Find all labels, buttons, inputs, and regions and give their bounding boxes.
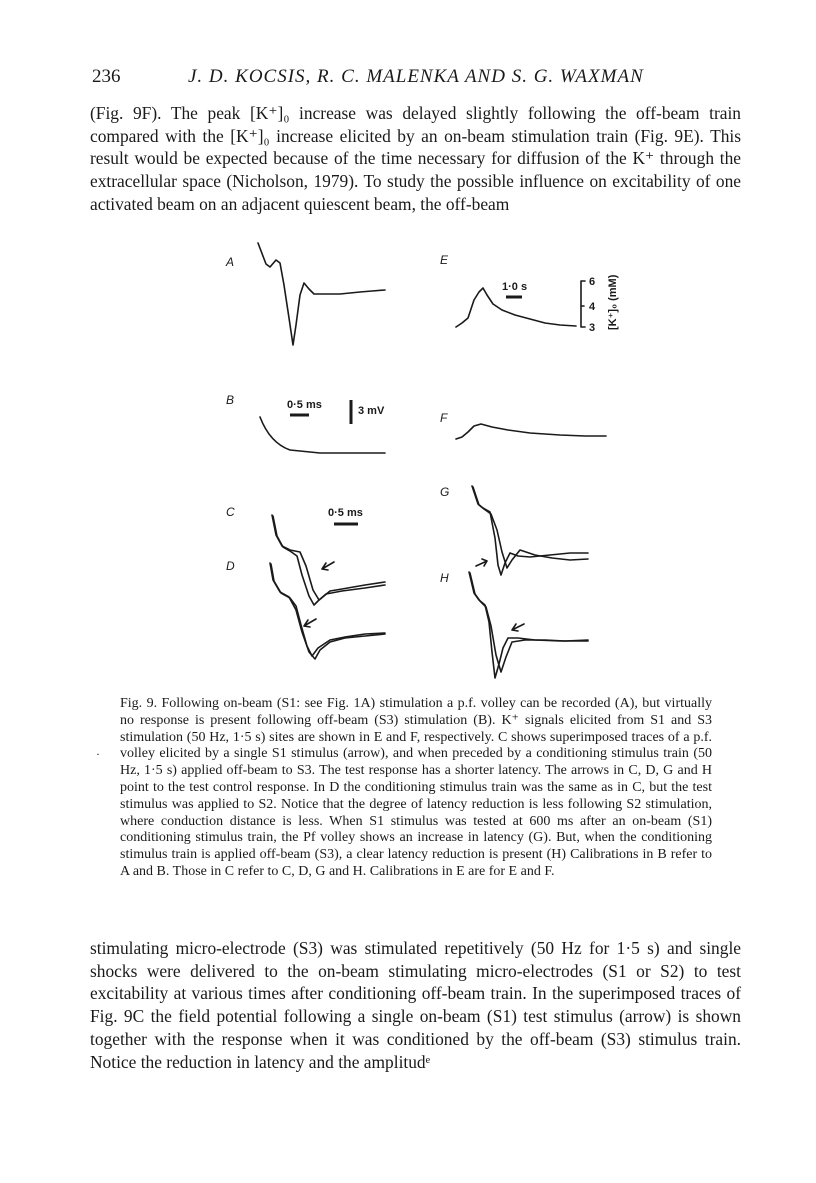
- trace-a: [258, 243, 385, 345]
- trace-e: [456, 288, 576, 327]
- trace-b: [260, 417, 385, 453]
- panel-letter-d: D: [226, 559, 235, 573]
- page-number: 236: [92, 66, 121, 87]
- panel-letter-a: A: [226, 255, 235, 269]
- trace-g-control: [472, 486, 588, 575]
- body-paragraph-bottom: stimulating micro-electrode (S3) was stimulated repetitively (50 Hz for 1·5 s) and single shocks were delivered to the on-beam stimulating micro-electrodes (S1 or S2) to test excitability at various times after conditioning off-beam train. In the superimposed traces of Fig. 9C the field potential following a single on-beam (S1) test stimulus (arrow) is shown together with the response when it was conditioned by the off-beam (S3) stimulus train. Notice the reduction in latency and the amplitudᵉ: [90, 938, 741, 1072]
- arrow-g: [476, 559, 487, 566]
- trace-g-conditioned: [473, 487, 588, 568]
- trace-h-conditioned: [470, 573, 588, 672]
- trace-f: [456, 424, 606, 439]
- panel-letter-g: G: [440, 485, 450, 499]
- cal-label-time-ab: 0·5 ms: [287, 399, 322, 411]
- body-paragraph-top: (Fig. 9F). The peak [K⁺]₀ increase was delayed slightly following the off-beam train compared with the [K⁺]₀ increase elicited by an on-beam stimulation train (Fig. 9E). This result would be expected because of the time necessary for diffusion of the K⁺ through the extracellular space (Nicholson, 1979). To study the possible influence on excitability of one activated beam on an adjacent quiescent beam, the off-beam: [90, 103, 741, 214]
- trace-d-control: [270, 563, 385, 659]
- traces-d: [270, 563, 385, 659]
- panel-letter-e: E: [440, 253, 449, 267]
- k-tick-4: 4: [589, 301, 596, 313]
- traces-h: [469, 572, 588, 678]
- stray-mark: ·: [96, 747, 100, 761]
- arrow-d: [304, 619, 316, 627]
- panel-letter-c: C: [226, 505, 235, 519]
- k-scale: [581, 274, 619, 334]
- trace-h-control: [469, 572, 588, 678]
- cal-label-voltage-ab: 3 mV: [358, 405, 385, 417]
- traces-g: [472, 486, 588, 575]
- running-head: J. D. KOCSIS, R. C. MALENKA AND S. G. WAXMAN: [188, 66, 644, 87]
- figure-caption: Fig. 9. Following on-beam (S1: see Fig. 1A) stimulation a p.f. volley can be recorded (A), but virtually no response is present following off-beam (S3) stimulation (B). K⁺ signals elicited from S1 and S3 stimulation (50 Hz, 1·5 s) sites are shown in E and F, respectively. C shows superimposed traces of a p.f. volley elicited by a single S1 stimulus (arrow), and when preceded by a conditioning stimulus train (50 Hz, 1·5 s) applied off-beam to S3. The test response has a shorter latency. The arrows in C, D, G and H point to the test control response. In D the conditioning stimulus train was the same as in C, but the test stimulus was applied to S2. Notice that the degree of latency reduction is less following S2 stimulation, where conduction distance is less. When S1 stimulus was tested at 600 ms after an on-beam (S1) conditioning stimulus train, the Pf volley shows an increase in latency (G). But, when the conditioning stimulus train is applied off-beam (S3), a clear latency reduction is present (H) Calibrations in B refer to A and B. Those in C refer to C, D, G and H. Calibrations in E are for E and F.: [120, 696, 712, 879]
- k-tick-3: 3: [589, 322, 596, 334]
- panel-letter-b: B: [226, 393, 235, 407]
- k-scale-bracket: [581, 281, 585, 327]
- trace-d-conditioned: [271, 564, 385, 656]
- cal-label-time-e: 1·0 s: [502, 281, 528, 293]
- arrow-h: [512, 624, 524, 631]
- panel-letter-h: H: [440, 571, 449, 585]
- traces-c: [272, 515, 385, 605]
- k-axis-label: [K⁺]₀ (mM): [607, 274, 619, 330]
- panel-letter-f: F: [440, 411, 448, 425]
- arrow-c: [322, 562, 334, 570]
- cal-label-time-cdgh: 0·5 ms: [328, 507, 363, 519]
- k-tick-6: 6: [589, 276, 596, 288]
